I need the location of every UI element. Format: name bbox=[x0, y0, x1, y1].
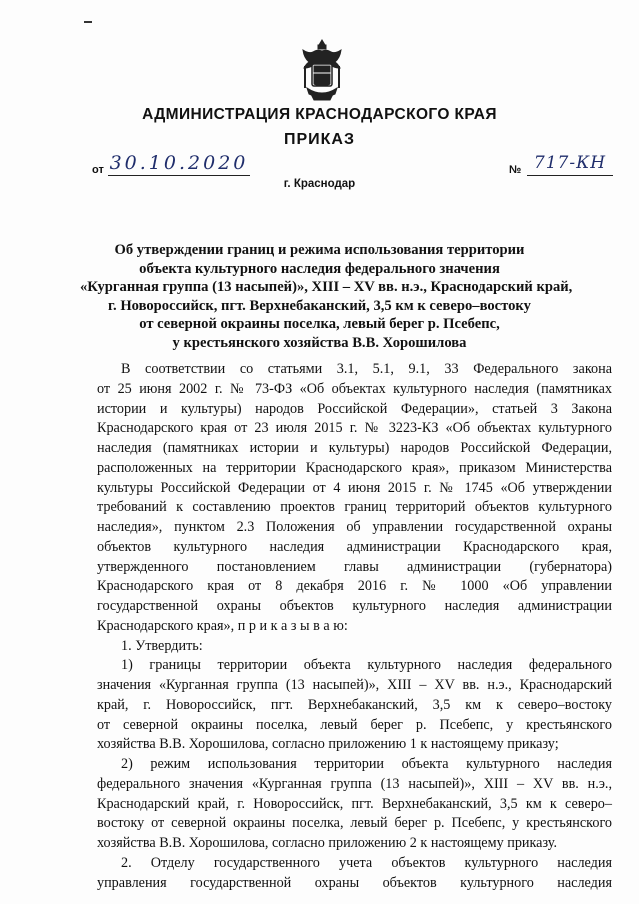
body-line: истории и культуры) народов Российской Федерации», статьей 3 Закона bbox=[97, 400, 612, 417]
subject-line: «Курганная группа (13 насыпей)», XIII – XV вв. н.э., Краснодарский край, bbox=[80, 279, 573, 296]
subject-line: Об утверждении границ и режима использования территории bbox=[114, 242, 525, 258]
body-line: от северной окраины поселка, левый берег р. Псебепс, у крестьянского bbox=[97, 716, 612, 733]
subject-line: от северной окраины поселка, левый берег р. Псебепс, bbox=[139, 316, 500, 333]
body-line: наследия», пунктом 2.3 Положения об управлении государственной охраны bbox=[97, 519, 612, 535]
document-type: ПРИКАЗ bbox=[283, 131, 355, 148]
order-body bbox=[97, 360, 612, 893]
date-prefix: от bbox=[92, 164, 104, 176]
body-line: значения «Курганная группа (13 насыпей)», XIII – XV вв. н.э., Краснодарский bbox=[97, 677, 612, 693]
body-line: расположенных на территории Краснодарского края», приказом Министерства bbox=[97, 459, 612, 476]
handwritten-date: 30.10.2020 bbox=[109, 152, 249, 174]
number-prefix: № bbox=[509, 164, 522, 176]
body-line: хозяйства В.В. Хорошилова, согласно приложению 2 к настоящему приказу. bbox=[97, 835, 558, 851]
body-line: Краснодарского края от 23 июля 2015 г. № 3223-КЗ «Об объектах культурного bbox=[97, 420, 612, 437]
body-line: востоку от северной окраины поселка, левый берег р. Псебепс, у крестьянского bbox=[97, 815, 612, 832]
body-line: утвержденного постановлением главы администрации (губернатора) bbox=[97, 558, 612, 575]
body-line: объектов культурного наследия администрации Краснодарского края, bbox=[97, 538, 612, 555]
subject-line: объекта культурного наследия федерального значения bbox=[139, 260, 500, 277]
body-line: В соответствии со статьями 3.1, 5.1, 9.1, 33 Федерального закона bbox=[121, 361, 612, 377]
organization-title: АДМИНИСТРАЦИЯ КРАСНОДАРСКОГО КРАЯ bbox=[142, 106, 497, 123]
body-line: Краснодарского края», п р и к а з ы в а ю: bbox=[97, 617, 348, 634]
body-line: хозяйства В.В. Хорошилова, согласно приложению 1 к настоящему приказу; bbox=[97, 736, 559, 753]
body-line: Краснодарского края от 8 декабря 2016 г. № 1000 «Об управлении bbox=[97, 578, 612, 595]
body-line: государственной охраны объектов культурного наследия администрации bbox=[97, 598, 612, 614]
body-line: от 25 июня 2002 г. № 73-ФЗ «Об объектах культурного наследия (памятниках bbox=[97, 380, 612, 397]
body-line: 1. Утвердить: bbox=[121, 637, 203, 654]
body-line: Краснодарский край, г. Новороссийск, пгт. Верхнебаканский, 3,5 км к северо– bbox=[97, 795, 612, 812]
body-line: 1) границы территории объекта культурного наследия федерального bbox=[121, 657, 612, 674]
body-line: требований к составлению проектов границ территорий объектов культурного bbox=[97, 499, 612, 516]
city-line: г. Краснодар bbox=[283, 178, 356, 190]
body-line: 2. Отделу государственного учета объектов культурного наследия bbox=[121, 854, 612, 871]
body-line: федерального значения «Курганная группа (13 насыпей)», XIII – XV вв. н.э., bbox=[97, 775, 612, 792]
scan-mark bbox=[84, 21, 92, 23]
subject-line: у крестьянского хозяйства В.В. Хорошилова bbox=[172, 334, 467, 351]
body-line: край, г. Новороссийск, пгт. Верхнебаканский, 3,5 км к северо–востоку bbox=[97, 696, 612, 713]
body-line: управления государственной охраны объектов культурного наследия bbox=[97, 874, 612, 891]
handwritten-number: 717-КН bbox=[527, 151, 613, 176]
coat-of-arms-icon bbox=[297, 38, 347, 102]
body-line: наследия (памятниках истории и культуры) народов Российской Федерации, bbox=[97, 440, 612, 456]
subject-line: г. Новороссийск, пгт. Верхнебаканский, 3,5 км к северо–востоку bbox=[108, 297, 531, 314]
body-line: культуры Российской Федерации от 4 июня 2015 г. № 1745 «Об утверждении bbox=[97, 479, 612, 496]
order-subject bbox=[80, 241, 573, 353]
body-line: 2) режим использования территории объекта культурного наследия bbox=[121, 756, 612, 772]
